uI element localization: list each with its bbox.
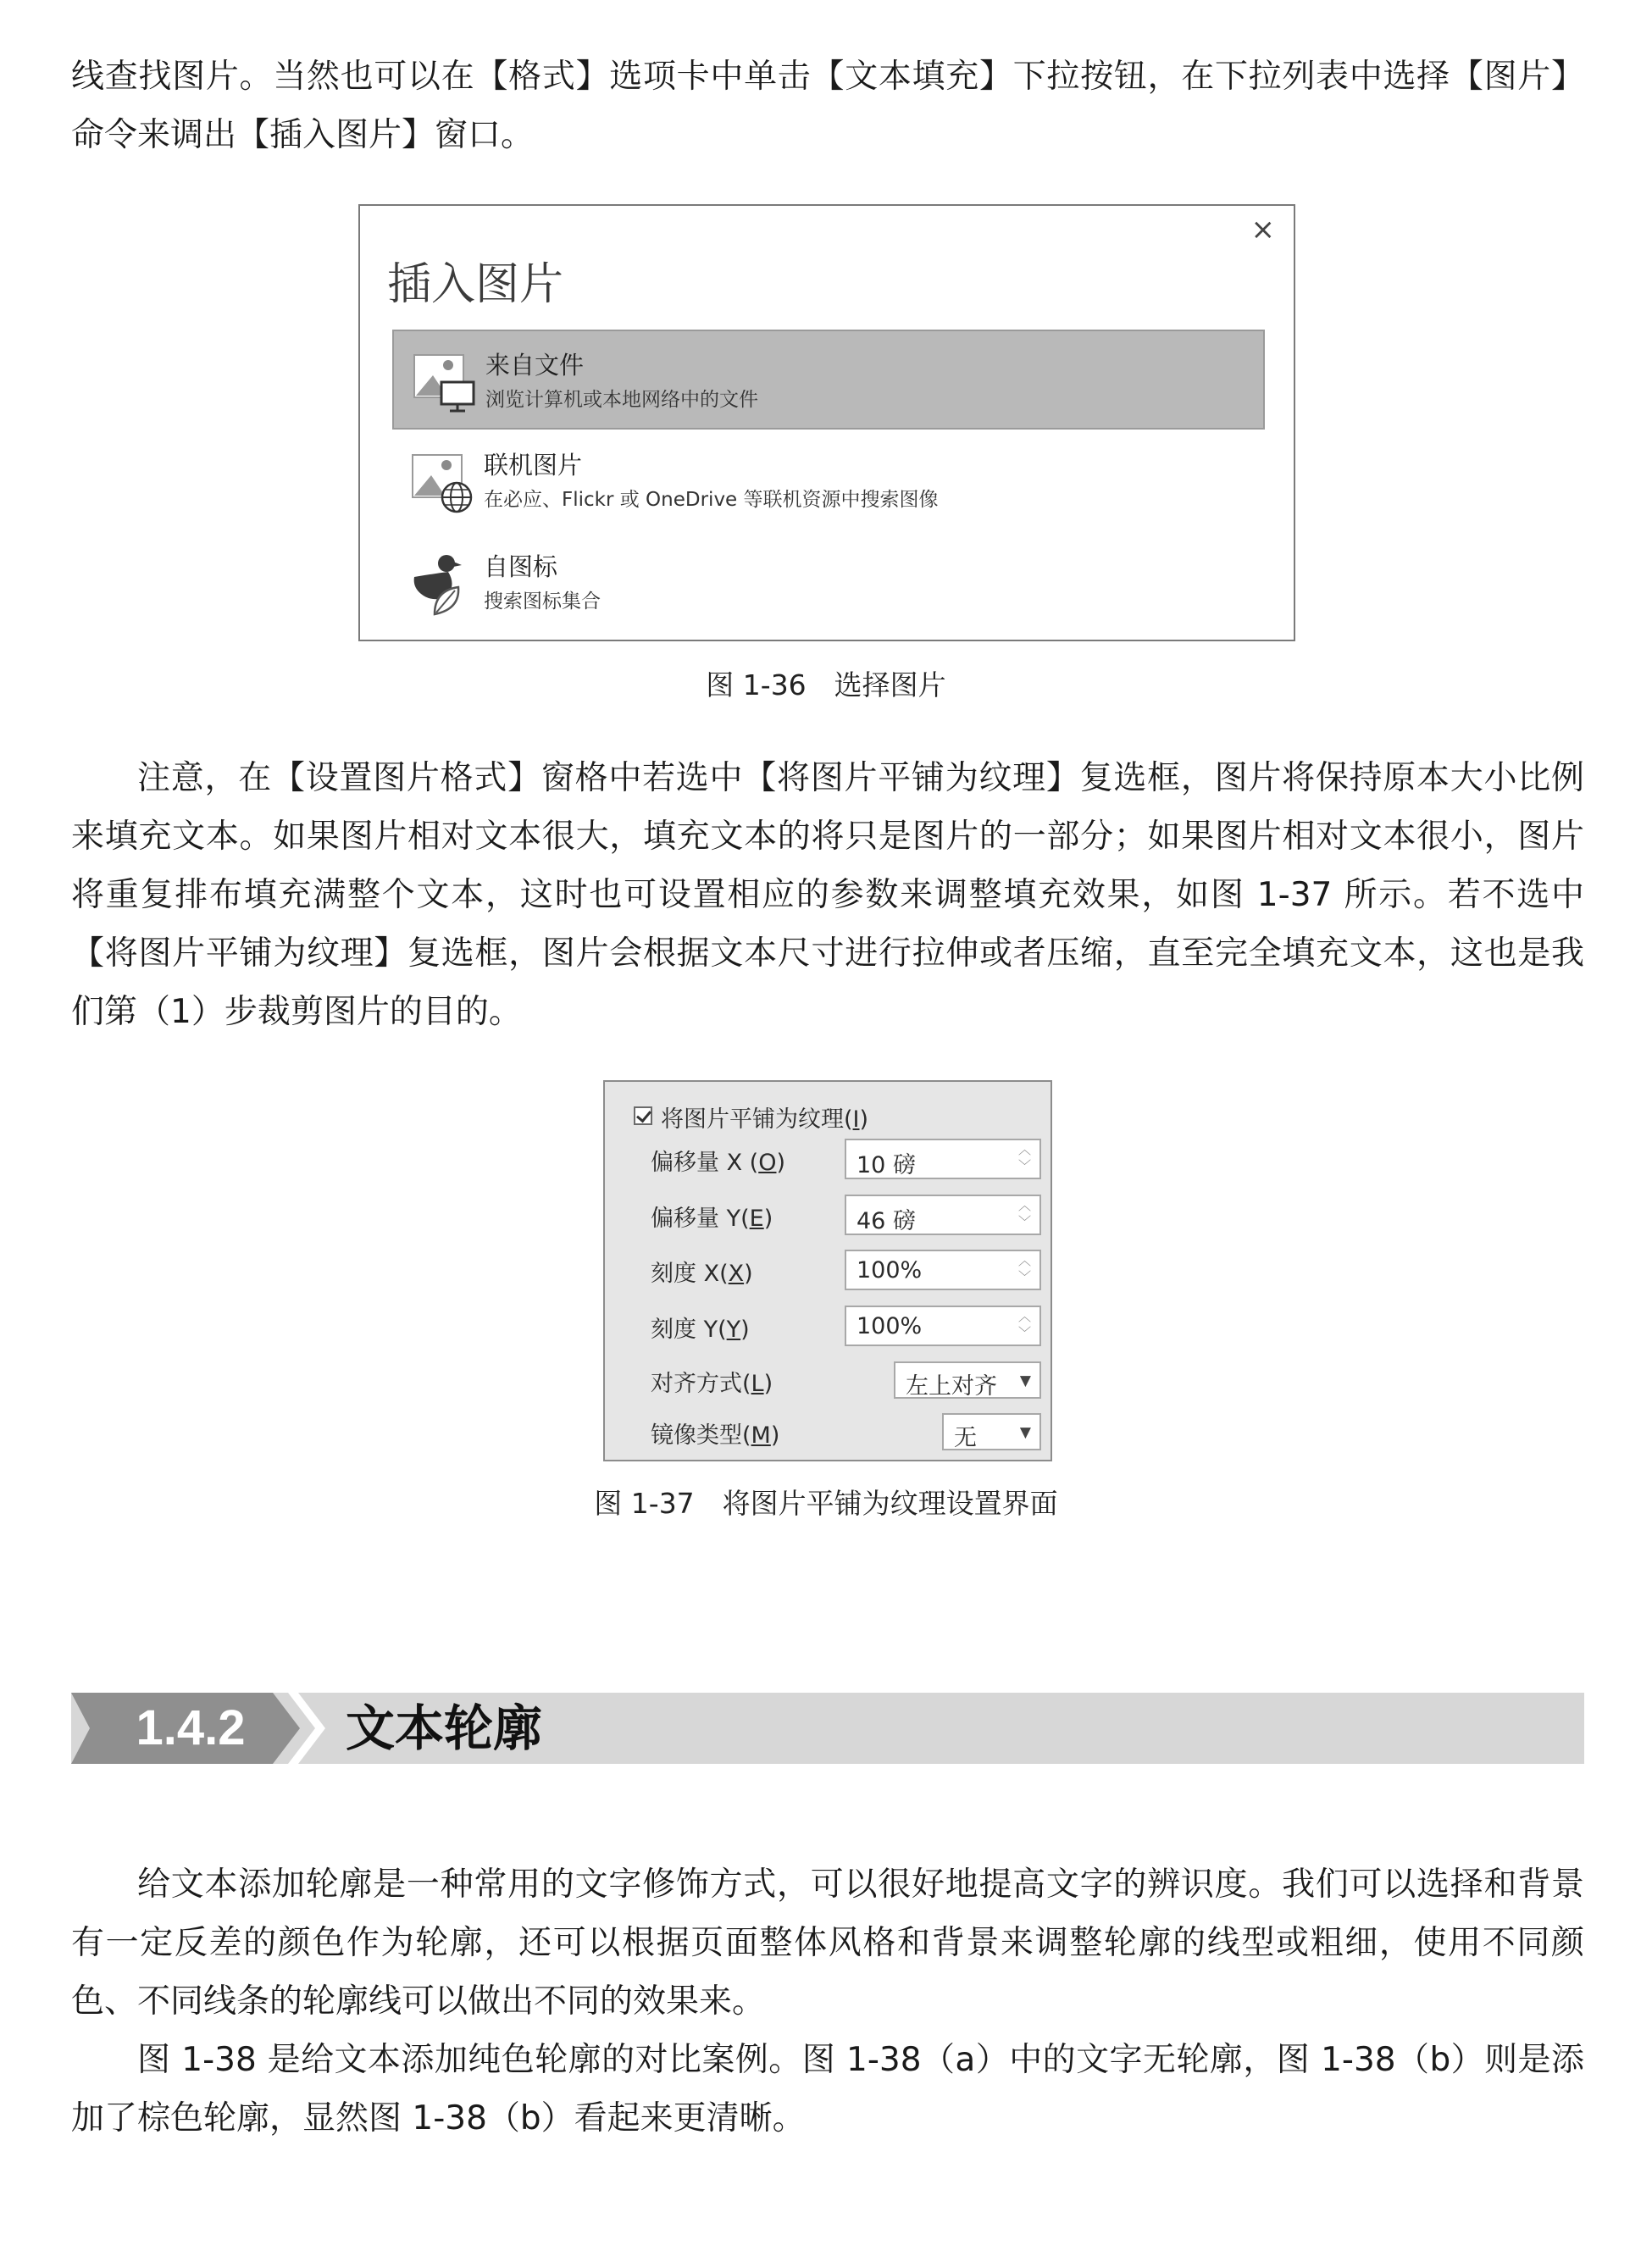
insert-picture-dialog	[358, 204, 1295, 641]
option-from-file[interactable]	[392, 330, 1265, 430]
paragraph-3: 给文本添加轮廓是一种常用的文字修饰方式，可以很好地提高文字的辨识度。我们可以选择和背景有一定反差的颜色作为轮廓，还可以根据页面整体风格和背景来调整轮廓的线型或粗细，使用不同颜色、不同线条的轮廓线可以做出不同的效果来。	[71, 1866, 1584, 2021]
tile-checkbox[interactable]	[634, 1106, 652, 1125]
offset-x-label: 偏移量 X (O)	[651, 1150, 786, 1176]
spin-arrows-icon[interactable]: ︿ ﹀	[1017, 1253, 1031, 1284]
section-number: 1.4.2	[136, 1700, 246, 1755]
paragraph-4: 图 1-38 是给文本添加纯色轮廓的对比案例。图 1-38（a）中的文字无轮廓，图 1-38（b）则是添加了棕色轮廓，显然图 1-38（b）看起来更清晰。	[71, 2041, 1584, 2137]
alignment-label: 对齐方式(L)	[651, 1371, 773, 1397]
scale-x-label: 刻度 X(X)	[651, 1261, 753, 1287]
scale-y-input[interactable]: 100% ︿ ﹀	[845, 1306, 1041, 1346]
offset-y-label: 偏移量 Y(E)	[651, 1206, 773, 1232]
option-description: 搜索图标集合	[484, 590, 601, 613]
section-title: 文本轮廓	[346, 1699, 543, 1757]
chevron-down-icon: ▼	[1019, 1424, 1031, 1441]
mirror-type-label: 镜像类型(M)	[651, 1422, 780, 1449]
chevron-down-icon: ▼	[1019, 1372, 1031, 1389]
tile-checkbox-label[interactable]: 将图片平铺为纹理(I)	[661, 1106, 869, 1133]
icons-collection-icon	[409, 550, 477, 618]
picture-globe-icon	[409, 448, 477, 516]
option-online-pictures[interactable]	[392, 431, 1265, 531]
offset-y-input[interactable]: 46 磅 ︿ ﹀	[845, 1195, 1041, 1235]
spin-arrows-icon[interactable]: ︿ ﹀	[1017, 1198, 1031, 1229]
spin-arrows-icon[interactable]: ︿ ﹀	[1017, 1309, 1031, 1340]
paragraph-2: 注意，在【设置图片格式】窗格中若选中【将图片平铺为纹理】复选框，图片将保持原本大小比例来填充文本。如果图片相对文本很大，填充文本的将只是图片的一部分；如果图片相对文本很小，图片将重复排布填充满整个文本，这时也可设置相应的参数来调整填充效果，如图 1-37 所示。若不选中【将图片平铺为纹理】复选框，图片会根据文本尺寸进行拉伸或者压缩，直至完全填充文本，这也是我们第（1）步裁剪图片的目的。	[71, 759, 1584, 1031]
alignment-select[interactable]: 左上对齐 ▼	[894, 1361, 1041, 1399]
figure-1-36-caption: 图 1-36 选择图片	[706, 668, 946, 701]
paragraph-1: 线查找图片。当然也可以在【格式】选项卡中单击【文本填充】下拉按钮，在下拉列表中选择【图片】命令来调出【插入图片】窗口。	[71, 58, 1584, 154]
mirror-type-select[interactable]: 无 ▼	[942, 1413, 1041, 1450]
tile-texture-panel	[603, 1080, 1052, 1461]
option-title: 自图标	[484, 552, 558, 581]
scale-x-input[interactable]: 100% ︿ ﹀	[845, 1250, 1041, 1290]
close-icon[interactable]: ×	[1250, 213, 1275, 247]
dialog-title: 插入图片	[387, 259, 564, 310]
option-description: 浏览计算机或本地网络中的文件	[485, 389, 758, 411]
option-title: 联机图片	[484, 451, 583, 480]
option-from-icons[interactable]	[392, 533, 1265, 633]
option-title: 来自文件	[485, 351, 585, 380]
option-description: 在必应、Flickr 或 OneDrive 等联机资源中搜索图像	[484, 489, 939, 511]
spin-arrows-icon[interactable]: ︿ ﹀	[1017, 1142, 1031, 1173]
picture-computer-icon	[411, 348, 479, 416]
offset-x-input[interactable]: 10 磅 ︿ ﹀	[845, 1139, 1041, 1179]
figure-1-37-caption: 图 1-37 将图片平铺为纹理设置界面	[594, 1487, 1058, 1520]
scale-y-label: 刻度 Y(Y)	[651, 1317, 750, 1343]
